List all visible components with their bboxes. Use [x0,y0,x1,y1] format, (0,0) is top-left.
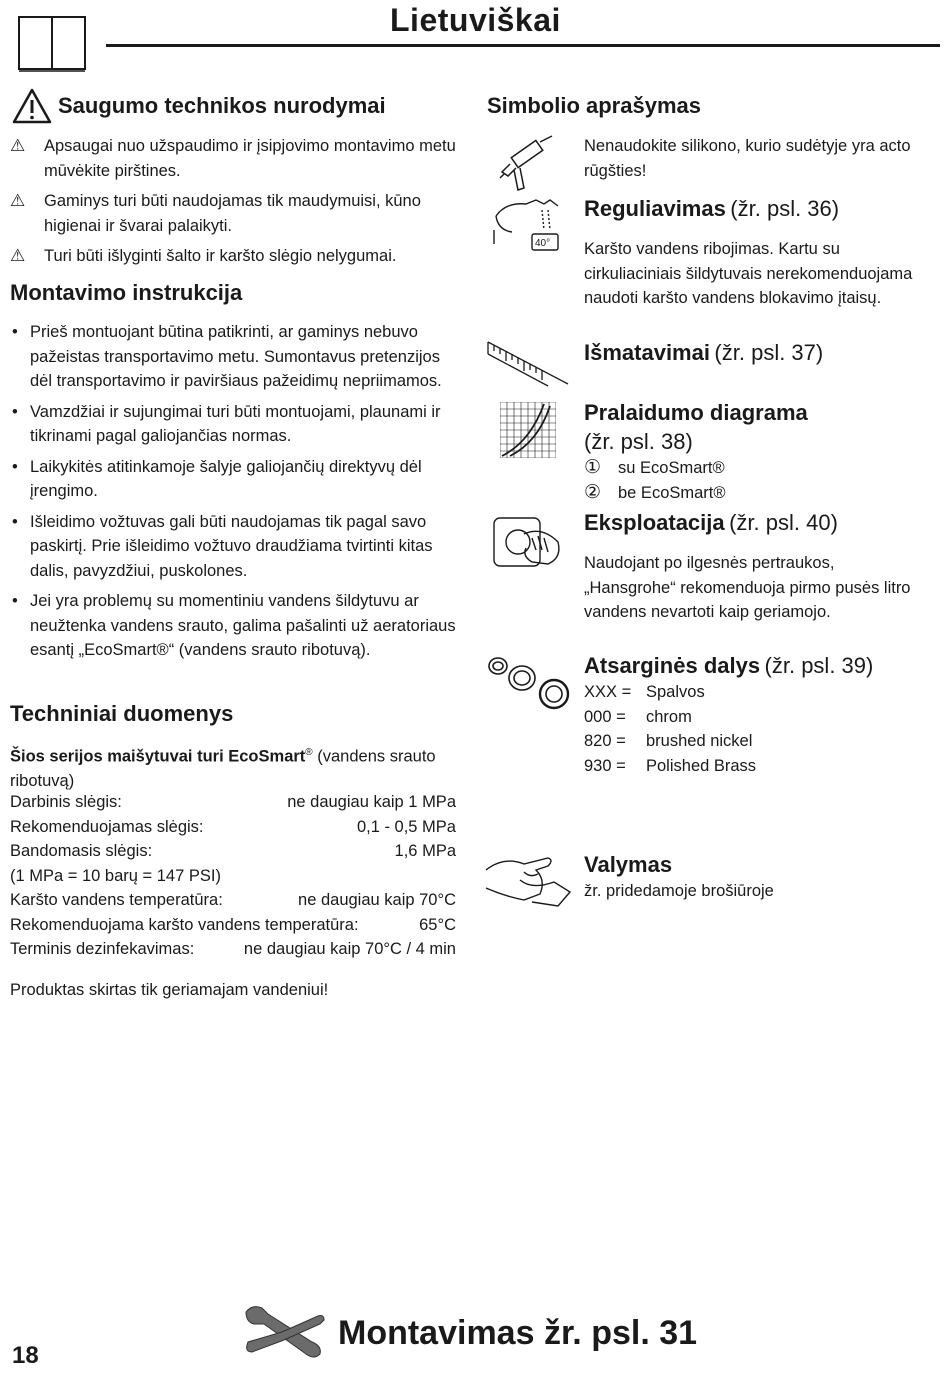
book-icon [18,16,86,72]
flow-heading: Pralaidumo diagrama [584,400,808,425]
safety-heading: Saugumo technikos nurodymai [58,93,386,118]
list-item: • Laikykitės atitinkamoje šalyje galiojančių direktyvų dėl įrengimo. [10,455,460,504]
measure-heading: Išmatavimai (žr. psl. 37) [584,340,824,365]
table-row: 000 = chrom [584,707,692,726]
temperature-adjust-icon [492,196,566,254]
silicone-gun-icon [498,134,560,194]
list-item: ① su EcoSmart® [584,457,725,478]
display-temp: 40° [535,238,551,249]
adjust-heading: Reguliavimas (žr. psl. 36) [584,196,840,221]
warning-icon: ⚠ [10,246,26,265]
flow-diagram-icon [500,402,556,458]
warning-item: ⚠ Gaminys turi būti naudojamas tik maudymuisi, kūno higienai ir švarai palaikyti. [10,189,465,238]
flow-legend [584,456,726,505]
list-item: • Išleidimo vožtuvas gali būti naudojamas tik pagal savo paskirtį. Prie išleidimo vožtuvo draudžiama tvirtinti kitas dalis, pavyzdžiui, puskolones. [10,510,460,584]
symbols-heading: Simbolio aprašymas [487,93,701,118]
spec-row: Karšto vandens temperatūra: ne daugiau kaip 70°C [10,891,456,909]
table-row: XXX = Spalvos [584,683,705,701]
spec-row: (1 MPa = 10 barų = 147 PSI) [10,866,221,885]
tech-specs [10,790,456,962]
drinking-water-note: Produktas skirtas tik geriamajam vandeniui! [10,981,329,999]
list-item: • Prieš montuojant būtina patikrinti, ar gaminys nebuvo pažeistas transportavimo metu. Sumontavus pretenzijos dėl transportavimo ir paviršiaus pažeidimų nepriimamos. [10,320,460,394]
warning-icon: ⚠ [10,136,26,155]
warning-icon: ⚠ [10,191,26,210]
cleaning-text: žr. pridedamoje brošiūroje [584,882,774,900]
spec-row: Darbinis slėgis: ne daugiau kaip 1 MPa [10,793,456,811]
list-item: • Vamzdžiai ir sujungimai turi būti montuojami, plaunami ir tikrinami pagal galiojančias normas. [10,400,460,449]
cleaning-heading: Valymas [584,852,673,877]
warning-large-icon [12,88,52,124]
spec-row: Terminis dezinfekavimas: ne daugiau kaip 70°C / 4 min [10,940,456,958]
warning-item: ⚠ Apsaugai nuo užspaudimo ir įsipjovimo montavimo metu mūvėkite pirštines. [10,134,465,183]
spec-row: Rekomenduojamas slėgis: 0,1 - 0,5 MPa [10,817,456,836]
table-row: 820 = brushed nickel [584,732,753,750]
assembly-reference: Montavimas žr. psl. 31 [338,1314,698,1352]
parts-table [584,680,756,778]
page-number: 18 [12,1342,39,1369]
page-title: Lietuviškai [390,2,561,38]
tech-intro: Šios serijos maišytuvai turi EcoSmart® (vandens srauto ribotuvą) [10,747,436,790]
install-heading: Montavimo instrukcija [10,280,243,305]
safety-warnings [10,134,465,269]
tools-icon [242,1302,326,1362]
title-divider [106,44,940,47]
spec-row: Rekomenduojama karšto vandens temperatūra: 65°C [10,915,456,934]
spec-row: Bandomasis slėgis: 1,6 MPa [10,842,456,860]
operation-hand-icon [492,512,562,570]
warning-item: ⚠ Turi būti išlyginti šalto ir karšto slėgio nelygumai. [10,244,465,269]
spare-parts-icon [486,654,572,712]
silicone-note: Nenaudokite silikono, kurio sudėtyje yra acto rūgšties! [584,137,911,180]
adjust-text: Karšto vandens ribojimas. Kartu su cirkuliaciniais šildytuvais nerekomenduojama naudoti karšto vandens blokavimo įtaisų. [584,240,913,307]
list-item: ② be EcoSmart® [584,481,726,503]
tech-heading: Techniniai duomenys [10,701,234,726]
flow-ref: (žr. psl. 38) [584,429,693,454]
operation-text: Naudojant po ilgesnės pertraukos, „Hansgrohe“ rekomenduoja pirmo pusės litro vandens nevartoti kaip geriamojo. [584,554,911,621]
list-item: • Jei yra problemų su momentiniu vandens šildytuvu ar neužtenka vandens srauto, galima pašalinti už aeratoriaus esantį „EcoSmart®“ (vandens srauto ribotuvą). [10,589,460,663]
install-list [10,320,460,669]
cleaning-hand-icon [484,850,576,910]
operation-heading: Eksploatacija (žr. psl. 40) [584,510,838,535]
ruler-icon [486,340,570,392]
table-row: 930 = Polished Brass [584,756,757,775]
parts-heading: Atsarginės dalys (žr. psl. 39) [584,653,874,678]
